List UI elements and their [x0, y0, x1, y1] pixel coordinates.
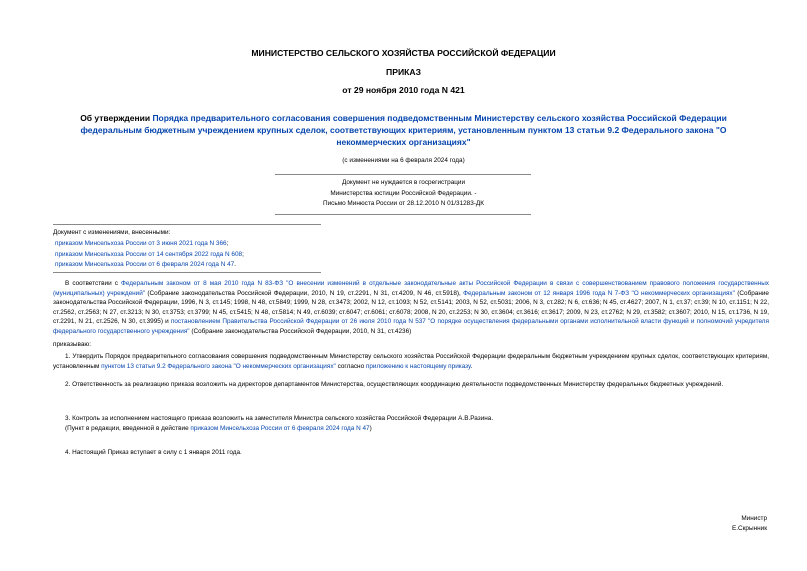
registration-bottom-divider [275, 214, 531, 215]
change-order-47-link[interactable]: приказом Минсельхоза России от 6 февраля 2024 года N 47 [55, 261, 235, 269]
title-procedure-link[interactable]: Порядка предварительного согласования совершения подведомственным Министерству сельского хозяйства Российской Федерации федеральным бюджетным учреждением крупных сделок, соответствующих критериям, установленным пунктом 13 статьи 9.2 Федерального закона "О некоммерческих организациях" [80, 113, 727, 147]
order-item-2: 2. Ответственность за реализацию приказа возложить на директоров департаментов Министерства, осуществляющих координацию деятельности подведомственных Министерству федеральных бюджетных учреждений. [65, 381, 724, 388]
document-date-number: от 29 ноября 2010 года N 421 [342, 85, 465, 95]
registration-line-1: Документ не нуждается в госрегистрации [341, 179, 466, 186]
order-item-3-note: (Пункт в редакции, введенной в действие приказом Минсельхоза России от 6 февраля 2024 года N 47) [65, 425, 372, 432]
changes-item: приказом Минсельхоза России от 14 сентября 2022 года N 608; [55, 250, 244, 258]
article-9-2-link[interactable]: пунктом 13 статьи 9.2 Федерального закона "О некоммерческих организациях" [101, 362, 336, 370]
government-decree-537-link[interactable]: постановлением Правительства Российской Федерации от 26 июля 2010 года N 537 "О порядке осуществления федеральными органами исполнительной власти функций и полномочий учредителя федерального государственного учреждения" [53, 318, 769, 335]
appendix-link[interactable]: приложению к настоящему приказу [365, 362, 471, 370]
amendment-note: (с изменениями на 6 февраля 2024 года) [342, 157, 465, 164]
order-item-4: 4. Настоящий Приказ вступает в силу с 1 января 2011 года. [65, 449, 242, 456]
order-verb: приказываю: [53, 341, 91, 348]
registration-note [0, 178, 807, 210]
signatory-position: Министр [741, 515, 767, 522]
registration-top-divider [275, 174, 531, 175]
changes-item: приказом Минсельхоза России от 3 июня 2021 года N 366; [55, 239, 229, 247]
order-item-3: 3. Контроль за исполнением настоящего приказа возложить на заместителя Министра сельского хозяйства Российской Федерации А.В.Разина. [65, 415, 494, 422]
federal-law-83fz-link[interactable]: Федеральным законом от 8 мая 2010 года N 83-ФЗ "О внесении изменений в отдельные законодательные акты Российской Федерации в связи с совершенствованием правового положения государственных (муниципальных) учреждений" [53, 280, 769, 297]
change-order-608-link[interactable]: приказом Минсельхоза России от 14 сентября 2022 года N 608 [55, 250, 243, 258]
signature-block [732, 514, 767, 534]
document-title [62, 112, 745, 148]
registration-line-3: Письмо Минюста России от 28.12.2010 N 01/31283-ДК [323, 200, 484, 207]
document-type: ПРИКАЗ [386, 67, 421, 77]
order-47-link[interactable]: приказом Минсельхоза России от 6 февраля 2024 года N 47 [190, 425, 370, 432]
federal-law-7fz-link[interactable]: Федеральным законом от 12 января 1996 года N 7-ФЗ "О некоммерческих организациях" [463, 289, 735, 297]
order-item-1: 1. Утвердить Порядок предварительного согласования совершения подведомственным Министерству сельского хозяйства Российской Федерации федеральным бюджетным учреждением крупных сделок, соответствующих критериям, установленным пунктом 13 статьи 9.2 Федерального закона "О некоммерческих организациях" согласно приложению к настоящему приказу. [53, 353, 769, 370]
changes-item: приказом Минсельхоза России от 6 февраля 2024 года N 47. [55, 261, 236, 269]
ministry-heading: МИНИСТЕРСТВО СЕЛЬСКОГО ХОЗЯЙСТВА РОССИЙСКОЙ ФЕДЕРАЦИИ [251, 48, 556, 58]
changes-bottom-divider [53, 272, 321, 273]
registration-line-2: Министерства юстиции Российской Федерации. - [330, 189, 477, 197]
changes-top-divider [53, 224, 321, 225]
preamble-paragraph: В соответствии с Федеральным законом от 8 мая 2010 года N 83-ФЗ "О внесении изменений в отдельные законодательные акты Российской Федерации в связи с совершенствованием правового положения государственных (муниципальных) учреждений" (Собрание законодательства Российской Федерации, 2010, N 19, ст.2291, N 31, ст.4209, N 46, ст.5918), Федеральным законом от 12 января 1996 года N 7-ФЗ "О некоммерческих организациях" (Собрание законодательства Российской Федерации, 1996, N 3, ст.145; 1998, N 48, ст.5849; 1999, N 28, ст.3473; 2002, N 12, ст.1093; N 52, ст.5141; 2003, N 52, ст.5031; 2006, N 3, ст.282; N 6, ст.636; N 45, ст.4627; 2007, N 1, ст.37; ст.39; N 10, ст.1151; N 22, ст.2562, ст.2563; N 27, ст.3213; N 30, ст.3753; ст.3799; N 45, ст.5415; N 48, ст.5814; N 49, ст.6039; ст.6047; ст.6061; ст.6078; 2008, N 20, ст.2253; N 30, ст.3604; ст.3616; ст.3617; 2009, N 23, ст.2762; N 29, ст.3582; ст.3607; 2010, N 15, ст.1736, N 19, ст.2291, N 21, ст.2526, N 30, ст.3995) и постановлением Правительства Российской Федерации от 26 июля 2010 года N 537 "О порядке осуществления федеральными органами исполнительной власти функций и полномочий учредителя федерального государственного учреждения" (Собрание законодательства Российской Федерации, 2010, N 31, ст.4236) [53, 280, 769, 335]
title-prefix: Об утверждении [80, 113, 151, 123]
signatory-name: Е.Скрынник [731, 525, 767, 532]
document-changes-block [53, 228, 323, 271]
changes-label: Документ с изменениями, внесенными: [53, 229, 171, 236]
change-order-366-link[interactable]: приказом Минсельхоза России от 3 июня 2021 года N 366 [55, 239, 227, 247]
